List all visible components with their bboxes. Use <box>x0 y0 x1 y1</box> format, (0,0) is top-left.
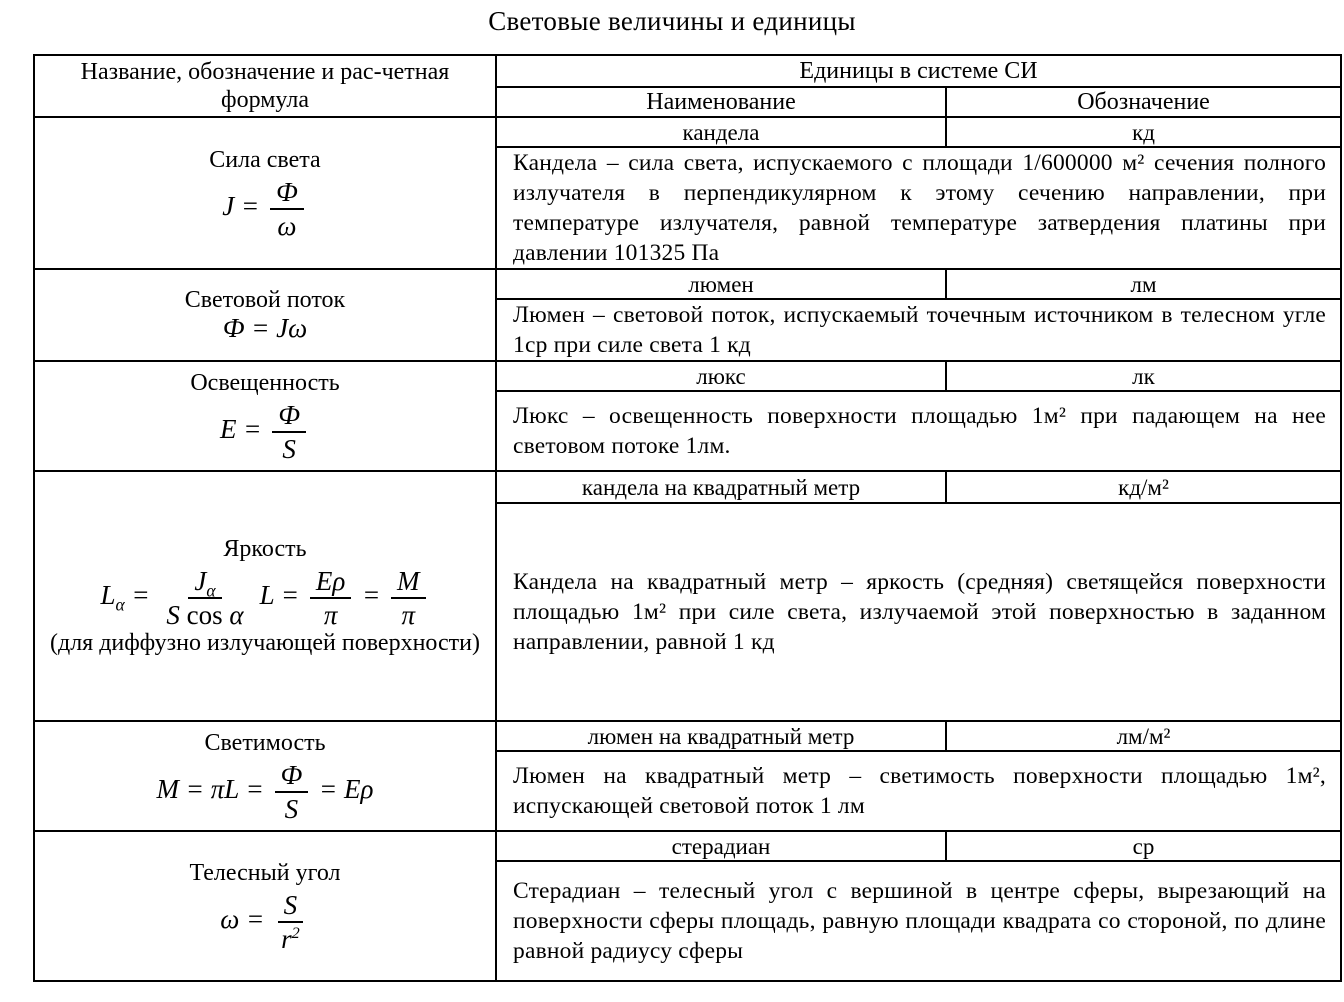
fraction-numerator: Ф <box>270 178 304 210</box>
fraction-denominator: S <box>284 794 299 824</box>
quantity-cell-luminous-intensity <box>34 117 496 269</box>
fraction <box>275 761 309 823</box>
definition-lux: Люкс – освещенность поверхности площадью 1м² при падающем на нее световом потоке 1лм. <box>496 391 1341 471</box>
light-units-table <box>33 54 1342 982</box>
unit-name-lumen-per-m2: люмен на квадратный метр <box>496 721 946 751</box>
fraction-numerator: Ф <box>272 401 306 433</box>
unit-symbol-lumen-per-m2: лм/м² <box>946 721 1341 751</box>
fraction <box>275 891 306 953</box>
definition-steradian: Стерадиан – телесный угол с вершиной в центре сферы, вырезающий на поверхности сферы площадь, равную площади квадрата со стороной, по длине равной радиусу сферы <box>496 861 1341 981</box>
formula-text-j: J = <box>222 191 260 222</box>
quantity-name: Яркость <box>223 536 307 562</box>
quantity-name: Сила света <box>209 147 321 173</box>
unit-name-candela-per-m2: кандела на квадратный метр <box>496 471 946 503</box>
formula-luminous-flux: Ф = Jω <box>222 313 308 343</box>
unit-symbol-candela-per-m2: кд/м² <box>946 471 1341 503</box>
formula-text-m: M = πL = <box>156 774 264 805</box>
fraction-numerator: Ф <box>275 761 309 793</box>
fraction <box>391 567 426 629</box>
formula-equals: = <box>362 580 381 611</box>
definition-lumen: Люмен – световой поток, испускаемый точечным источником в телесном угле 1ср при силе света 1 кд <box>496 299 1341 361</box>
unit-name-lux: люкс <box>496 361 946 391</box>
formula-text-l: L = <box>259 580 300 611</box>
unit-name-candela: кандела <box>496 117 946 147</box>
formula-illuminance <box>220 401 310 463</box>
quantity-cell-solid-angle <box>34 831 496 981</box>
fraction <box>160 567 249 629</box>
formula-text-e: E = <box>220 414 262 445</box>
fraction <box>270 178 304 240</box>
definition-lumen-per-m2: Люмен на квадратный метр – светимость поверхности площадью 1м², испускающей световой поток 1 лм <box>496 751 1341 831</box>
quantity-name: Световой поток <box>184 287 346 313</box>
formula-luminance-alpha <box>100 567 253 629</box>
fraction-denominator: $r^2$ <box>281 924 300 954</box>
header-unit-symbol: Обозначение <box>946 87 1341 117</box>
unit-name-steradian: стерадиан <box>496 831 946 861</box>
luminance-note: (для диффузно излучающей поверхности) <box>50 630 480 656</box>
fraction-denominator: ω <box>277 211 297 241</box>
fraction-denominator: π <box>323 600 338 630</box>
fraction <box>310 567 351 629</box>
unit-symbol-lumen: лм <box>946 269 1341 299</box>
formula-luminous-exitance <box>157 761 374 823</box>
definition-candela: Кандела – сила света, испускаемого с площади 1/600000 м² сечения полного излучателя в перпендикулярном к этому сечению направлении, при температуре излучателя, равной температуре затвердения платины при давлении 101325 Па <box>496 147 1341 269</box>
formula-text-e-rho: = Eρ <box>319 774 374 805</box>
fraction-denominator: S <box>282 434 296 464</box>
quantity-cell-luminance <box>34 471 496 721</box>
header-quantity-formula-text: Название, обозначение и рас-четная формула <box>80 59 450 113</box>
quantity-cell-luminous-flux <box>34 269 496 361</box>
formula-luminous-intensity <box>222 178 307 240</box>
unit-name-lumen: люмен <box>496 269 946 299</box>
header-si-units: Единицы в системе СИ <box>496 55 1341 87</box>
fraction-numerator: Eρ <box>310 567 351 599</box>
fraction-denominator: S cos α <box>166 600 244 630</box>
definition-candela-per-m2: Кандела на квадратный метр – яркость (средняя) светящейся поверхности площадью 1м² при силе света, излучаемой этой поверхностью в заданном направлении, равной 1 кд <box>496 503 1341 721</box>
page-title: Световые величины и единицы <box>488 6 856 36</box>
fraction <box>272 401 306 463</box>
unit-symbol-steradian: ср <box>946 831 1341 861</box>
header-unit-name: Наименование <box>496 87 946 117</box>
fraction-numerator: M <box>391 567 426 599</box>
quantity-cell-illuminance <box>34 361 496 471</box>
unit-symbol-lux: лк <box>946 361 1341 391</box>
formula-luminance-diffuse <box>260 567 430 629</box>
formula-solid-angle <box>220 891 309 953</box>
fraction-numerator: $J_\alpha$ <box>188 567 221 599</box>
fraction-numerator: S <box>278 891 304 923</box>
header-quantity-formula <box>34 55 496 117</box>
unit-symbol-candela: кд <box>946 117 1341 147</box>
quantity-cell-luminous-exitance <box>34 721 496 831</box>
fraction-denominator: π <box>401 600 416 630</box>
formula-text-l-alpha: $L_\alpha$ = <box>100 580 150 615</box>
quantity-name: Телесный угол <box>189 860 341 886</box>
quantity-name: Светимость <box>204 730 326 756</box>
formula-text-omega: ω = <box>220 904 265 935</box>
quantity-name: Освещенность <box>190 370 340 396</box>
